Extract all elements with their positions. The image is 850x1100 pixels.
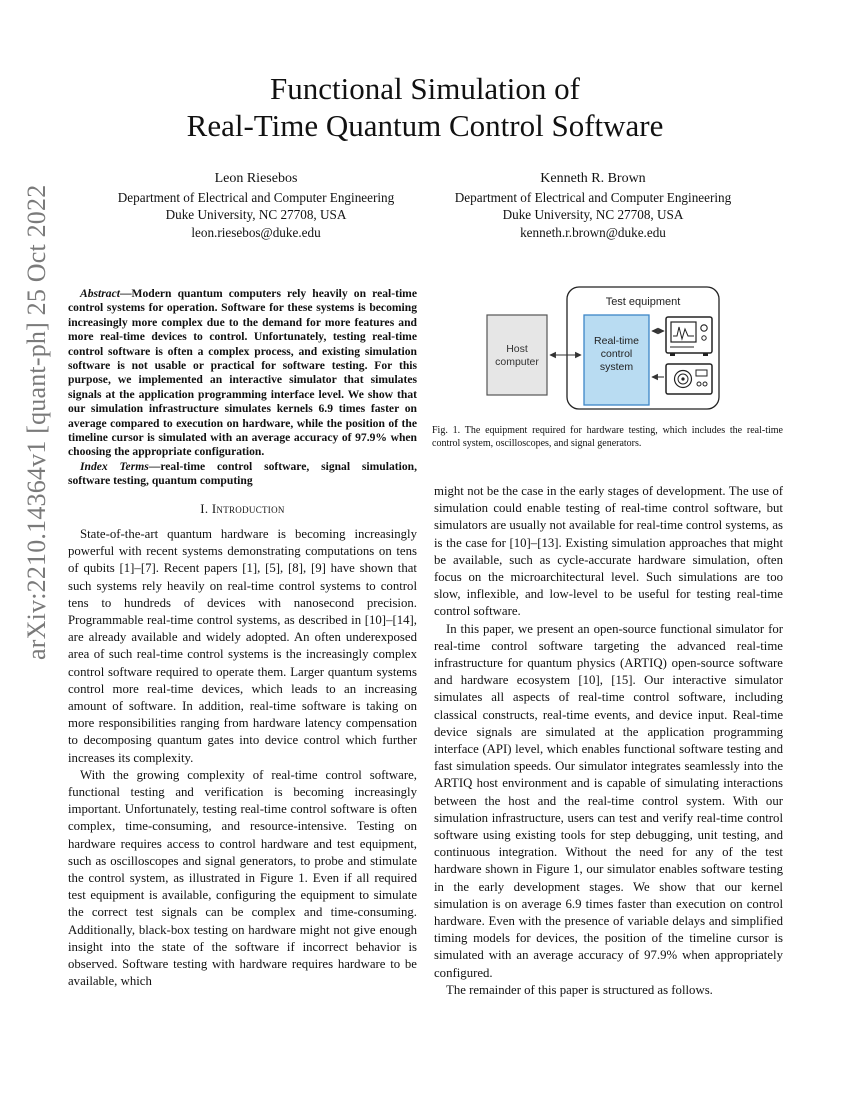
section-numeral: I. <box>200 501 212 516</box>
title-line-1: Functional Simulation of <box>270 71 580 106</box>
host-computer-box <box>487 315 547 395</box>
abstract-text: —Modern quantum computers rely heavily on real-time control systems for operation. Software for these systems is becoming increasingly more complex due to the demand for more features and more real-time devices to control. Unfortunately, testing real-time control software is often a complex process, and existing simulation software is not usable or practical for software testing. For this purpose, we implemented an interactive simulator that simulates signals at the application programming interface level. We show that our simulation infrastructure simulates kernels 6.9 times faster on average compared to execution on hardware, while the position of the timeline cursor is simulated with an average accuracy of 97.9% when choosing the appropriate configuration. <box>68 287 417 459</box>
body-paragraph: The remainder of this paper is structured as follows. <box>446 982 713 997</box>
section-name: Introduction <box>211 501 285 516</box>
test-equipment-label: Test equipment <box>605 296 681 308</box>
author-name: Kenneth R. Brown <box>540 171 646 186</box>
index-terms-text: —real-time control software, signal simulation, software testing, quantum computing <box>68 459 417 488</box>
author-email: kenneth.r.brown@duke.edu <box>520 224 666 240</box>
author-department: Department of Electrical and Computer Engineering <box>454 189 732 205</box>
author-department: Department of Electrical and Computer Engineering <box>117 189 395 205</box>
host-computer-label-line-1: Host <box>506 343 528 355</box>
body-paragraph: In this paper, we present an open-source functional simulator for real-time control software targeting the advanced real-time infrastructure for quantum physics (ARTIQ) open-source software and hardware ecosystem [10], [15]. Our interactive simulator simulates all aspects of real-time control software, including classical constructs, real-time events, and device input. Real-time device signals are simulated at the application programming interface (API) level, which enables functional software testing and fast simulation speeds. Our simulator integrates seamlessly into the ARTIQ host environment and is capable of simulating interactions between the host and the real-time control system. With our simulation infrastructure, users can test and verify real-time control software using existing tools for step debugging, unit testing, and continuous integration. Without the need for any of the test hardware shown in Figure 1, our simulator enables software testing in the early development stages. We show that our kernel simulation is on average 6.9 times faster than execution on control hardware. Even with the presence of variable delays and simplified timing models for devices, the position of the timeline cursor is simulated with an average accuracy of 97.9% when appropriately configured. <box>434 621 783 980</box>
rt-label-line-1: Real-time <box>594 335 639 347</box>
abstract-lead: Abstract <box>80 287 120 300</box>
rt-label-line-3: system <box>599 361 634 373</box>
author-email: leon.riesebos@duke.edu <box>191 224 321 240</box>
author-affiliation: Duke University, NC 27708, USA <box>502 207 684 222</box>
author-block-2 <box>413 170 773 241</box>
real-time-control-system-box <box>584 315 649 405</box>
author-affiliation: Duke University, NC 27708, USA <box>165 207 347 222</box>
index-terms-lead: Index Terms <box>80 459 149 473</box>
signal-generator-icon <box>666 364 712 394</box>
host-computer-label-line-2: computer <box>495 356 539 368</box>
arxiv-identifier: arXiv:2210.14364v1 [quant-ph] 25 Oct 2022 <box>22 184 51 660</box>
rt-label-line-2: control <box>600 348 633 360</box>
left-column <box>68 287 417 990</box>
body-paragraph: State-of-the-art quantum hardware is becoming increasingly powerful with recent systems demonstrating computations on tens of qubits [1]–[7]. Recent papers [1], [5], [8], [9] have shown that such systems rely heavily on real-time control systems to control tens to hundreds of devices with nanosecond precision. Programmable real-time control systems, as described in [10]–[14], are already available and widely adopted. An often underexposed area of such real-time control systems is the increasingly complex control software required to operate them. Larger quantum systems control more real-time devices, which leads to an increasing amount of software. In addition, real-time software is taking on more responsibilities ranging from hardware latency compensation to decomposing quantum gates into device control which further increases its complexity. <box>68 526 417 765</box>
section-heading-introduction <box>68 501 417 518</box>
body-paragraph: might not be the case in the early stages of development. The use of simulation could enable testing of real-time control software, but simulators are usually not available for real-time control systems, as is the case for [10]–[13]. Existing simulation approaches that might be available, such as cycle-accurate hardware simulation, often focus on the microarchitectural level. Such simulations are too slow, inflexible, and low-level to be useful for testing real-time control software. <box>434 484 783 619</box>
figure-1-caption: Fig. 1. The equipment required for hardware testing, which includes the real-time control system, oscilloscopes, and signal generators. <box>432 425 783 449</box>
title-line-2: Real-Time Quantum Control Software <box>186 108 664 143</box>
oscilloscope-icon <box>666 317 712 356</box>
body-paragraph: With the growing complexity of real-time control software, functional testing and verification is becoming increasingly important. Unfortunately, testing real-time control software is often complex, time-consuming, and resource-intensive. Testing on hardware requires access to control hardware and test equipment, such as oscilloscopes and signal generators, to probe and stimulate the control system, as illustrated in Figure 1. Even if all required test equipment is available, configuring the equipment to simulate the correct test signals can be complex and time-consuming. Additionally, black-box testing on hardware might not give enough insight into the state of the software if incorrect behavior is observed. Software testing with hardware requires hardware to be available, which <box>68 767 417 989</box>
right-column <box>434 483 783 999</box>
paper-title <box>100 70 750 144</box>
figure-1-diagram <box>432 282 784 412</box>
author-block-1 <box>76 170 436 241</box>
author-name: Leon Riesebos <box>214 171 298 186</box>
abstract <box>68 287 417 489</box>
